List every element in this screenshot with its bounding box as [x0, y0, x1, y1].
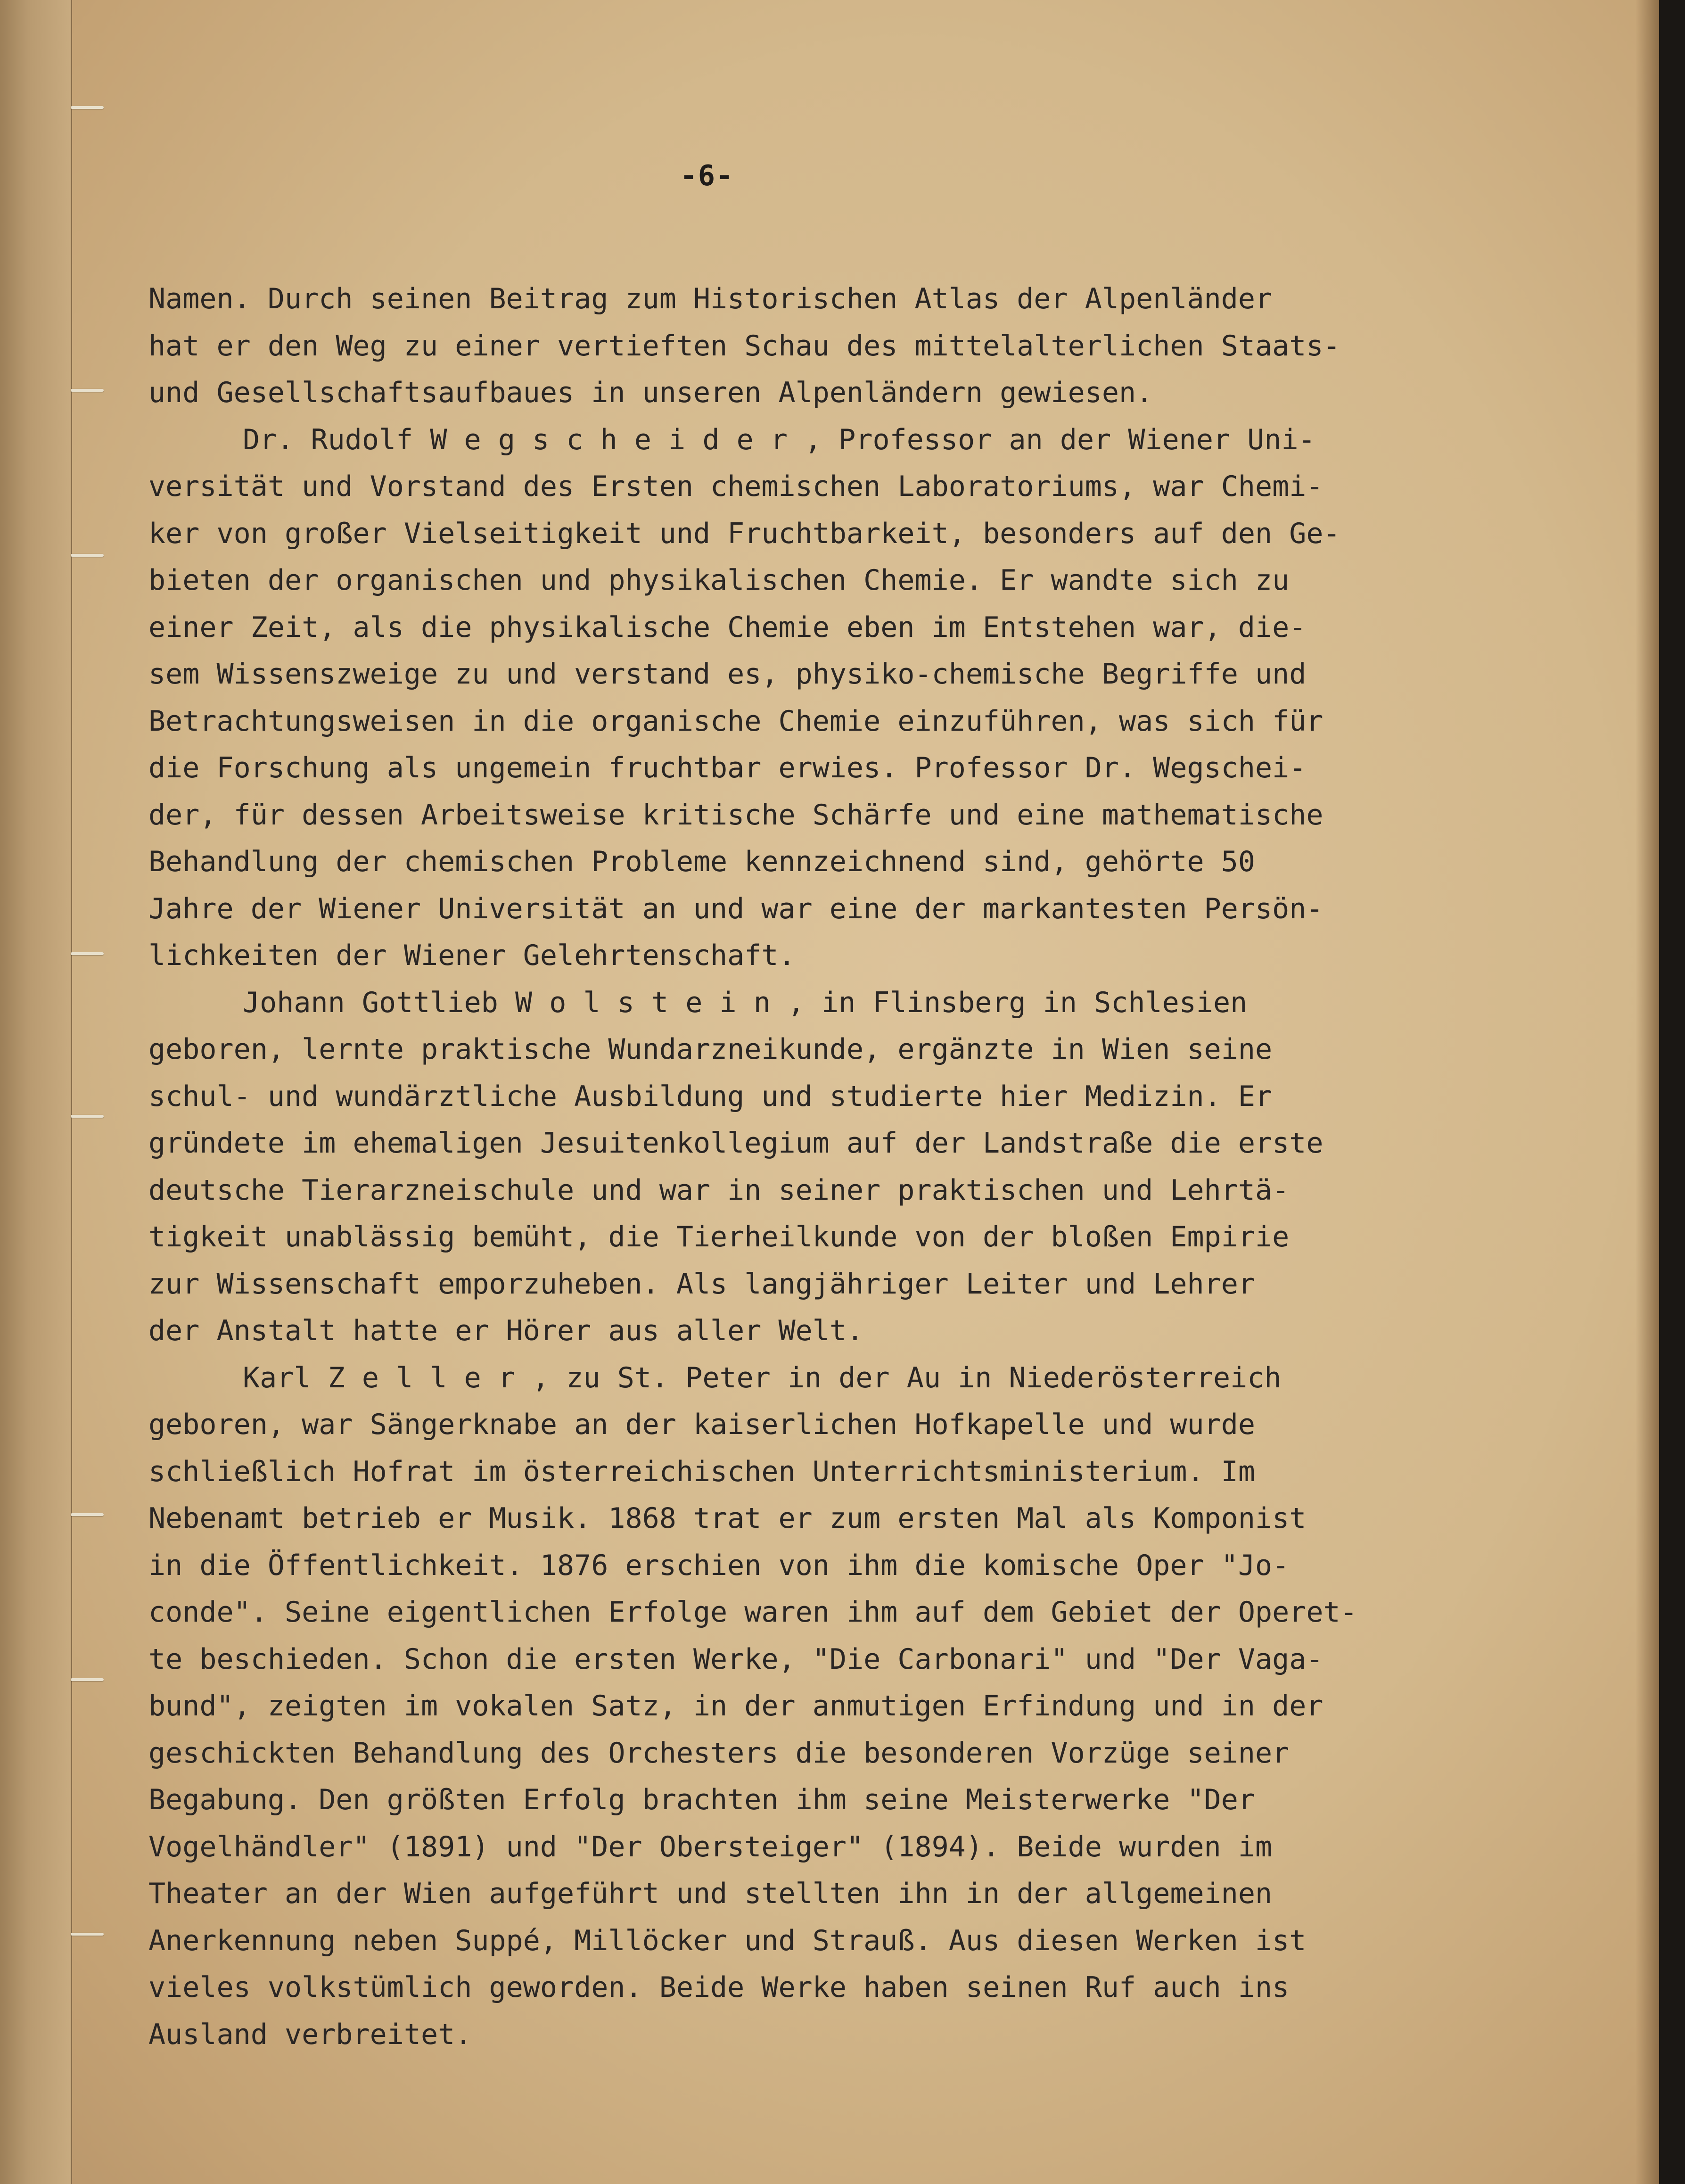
binding-stitch [71, 1115, 104, 1118]
text-line: die Forschung als ungemein fruchtbar erwies. Professor Dr. Wegschei- [148, 751, 1307, 784]
text-line: Vogelhändler" (1891) und "Der Obersteiger" (1894). Beide wurden im [148, 1830, 1273, 1863]
text-line: ker von großer Vielseitigkeit und Fruchtbarkeit, besonders auf den Ge- [148, 517, 1340, 550]
text-line: geboren, war Sängerknabe an der kaiserlichen Hofkapelle und wurde [148, 1408, 1255, 1441]
page-edge-shadow [1636, 0, 1659, 2184]
binding-stitch [71, 106, 104, 109]
binding-stitch [71, 1678, 104, 1681]
text-line: hat er den Weg zu einer vertieften Schau des mittelalterlichen Staats- [148, 329, 1340, 363]
text-line: tigkeit unablässig bemüht, die Tierheilkunde von der bloßen Empirie [148, 1220, 1290, 1253]
binding-gutter [0, 0, 72, 2184]
text-line: te beschieden. Schon die ersten Werke, "Die Carbonari" und "Der Vaga- [148, 1642, 1323, 1676]
page-number: -6- [680, 159, 734, 192]
text-line: deutsche Tierarzneischule und war in seiner praktischen und Lehrtä- [148, 1173, 1290, 1207]
binding-stitch [71, 1933, 104, 1936]
text-line: in die Öffentlichkeit. 1876 erschien von ihm die komische Oper "Jo- [148, 1549, 1290, 1582]
text-line: geschickten Behandlung des Orchesters die besonderen Vorzüge seiner [148, 1736, 1290, 1770]
text-line: und Gesellschaftsaufbaues in unseren Alpenländern gewiesen. [148, 376, 1153, 409]
text-line: Jahre der Wiener Universität an und war eine der markantesten Persön- [148, 892, 1323, 925]
body-text [148, 276, 1591, 2058]
text-line: Namen. Durch seinen Beitrag zum Historischen Atlas der Alpenländer [148, 282, 1273, 315]
text-line: versität und Vorstand des Ersten chemischen Laboratoriums, war Chemi- [148, 470, 1323, 503]
text-line: sem Wissenszweige zu und verstand es, physiko-chemische Begriffe und [148, 658, 1307, 691]
binding-stitch [71, 389, 104, 392]
text-line: zur Wissenschaft emporzuheben. Als langjähriger Leiter und Lehrer [148, 1267, 1255, 1301]
text-line: einer Zeit, als die physikalische Chemie eben im Entstehen war, die- [148, 610, 1307, 644]
text-line: conde". Seine eigentlichen Erfolge waren ihm auf dem Gebiet der Operet- [148, 1596, 1357, 1629]
text-line: gründete im ehemaligen Jesuitenkollegium auf der Landstraße die erste [148, 1127, 1323, 1160]
text-line: der, für dessen Arbeitsweise kritische Schärfe und eine mathematische [148, 798, 1323, 832]
paragraph-start-line: Johann Gottlieb W o l s t e i n , in Flinsberg in Schlesien [243, 986, 1248, 1019]
paragraph-start-line: Dr. Rudolf W e g s c h e i d e r , Professor an der Wiener Uni- [243, 423, 1315, 456]
binding-stitch [71, 1513, 104, 1516]
text-line: Anerkennung neben Suppé, Millöcker und Strauß. Aus diesen Werken ist [148, 1924, 1307, 1957]
text-line: bund", zeigten im vokalen Satz, in der anmutigen Erfindung und in der [148, 1690, 1323, 1722]
text-line: schul- und wundärztliche Ausbildung und studierte hier Medizin. Er [148, 1080, 1273, 1113]
text-line: Theater an der Wien aufgeführt und stellten ihn in der allgemeinen [148, 1877, 1273, 1910]
binding-stitch [71, 554, 104, 557]
text-line: Behandlung der chemischen Probleme kennzeichnend sind, gehörte 50 [148, 845, 1255, 878]
text-line: Begabung. Den größten Erfolg brachten ihm seine Meisterwerke "Der [148, 1783, 1255, 1816]
text-line: schließlich Hofrat im österreichischen Unterrichtsministerium. Im [148, 1455, 1255, 1488]
text-line: bieten der organischen und physikalischen Chemie. Er wandte sich zu [148, 564, 1290, 597]
text-line: vieles volkstümlich geworden. Beide Werke haben seinen Ruf auch ins [148, 1971, 1290, 2004]
text-line: Betrachtungsweisen in die organische Chemie einzuführen, was sich für [148, 704, 1323, 738]
text-line: Ausland verbreitet. [148, 2018, 472, 2051]
text-line: lichkeiten der Wiener Gelehrtenschaft. [148, 939, 796, 972]
paragraph-start-line: Karl Z e l l e r , zu St. Peter in der Au in Niederösterreich [243, 1361, 1282, 1394]
text-line: Nebenamt betrieb er Musik. 1868 trat er zum ersten Mal als Komponist [148, 1502, 1307, 1535]
text-line: der Anstalt hatte er Hörer aus aller Welt. [148, 1314, 864, 1347]
binding-stitch [71, 952, 104, 955]
text-line: geboren, lernte praktische Wundarzneikunde, ergänzte in Wien seine [148, 1033, 1273, 1066]
